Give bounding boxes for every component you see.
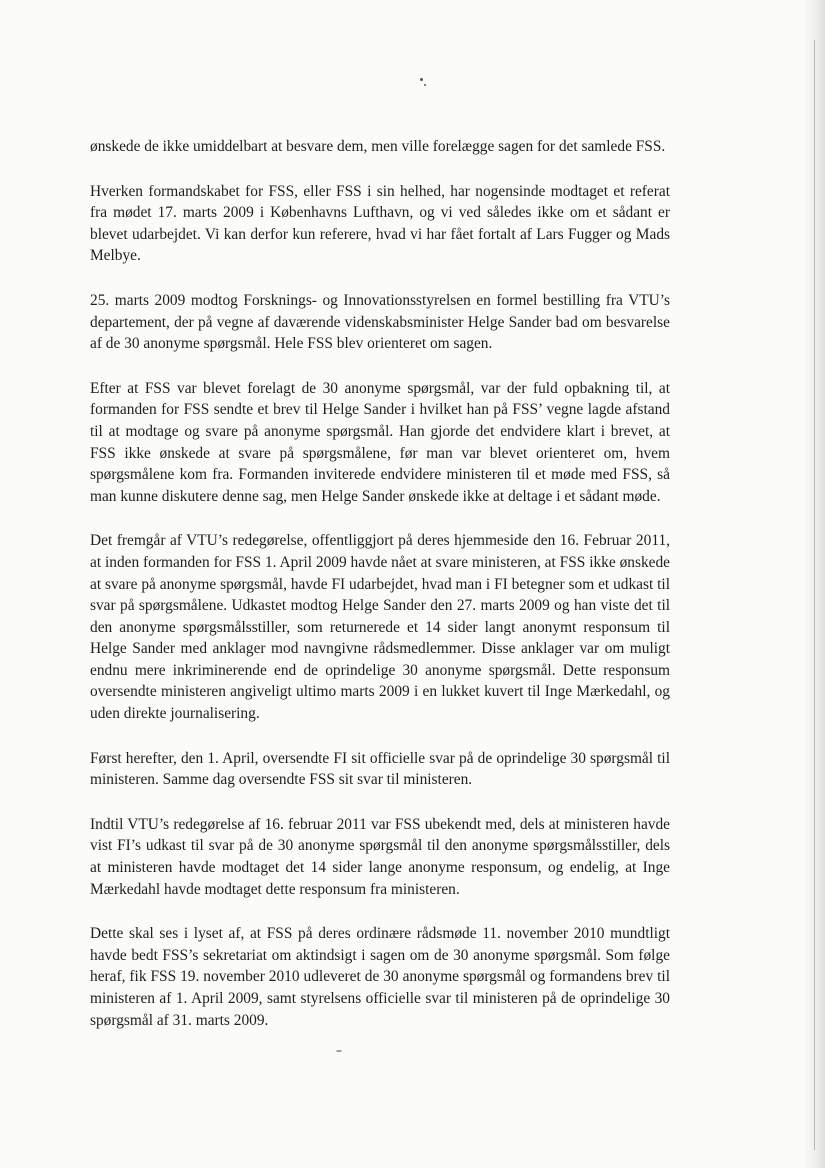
paragraph-continuation: ønskede de ikke umiddelbart at besvare dem, men ville forelægge sagen for det samlede FSS. [90,138,666,155]
paragraph-meeting-minutes: Hverken formandskabet for FSS, eller FSS i sin helhed, har nogensinde modtaget et referat fra mødet 17. marts 2009 i Københavns Lufthavn, og vi ved således ikke om et sådant er blevet udarbejdet. Vi kan derfor kun referere, hvad vi har fået fortalt af Lars Fugger og Mads Melbye. [90,182,670,265]
paragraph-official-answer: Først herefter, den 1. April, oversendte FI sit officielle svar på de oprindelige 30 spørgsmål til ministeren. Samme dag oversendte FSS sit svar til ministeren. [90,749,670,789]
scan-edge-line [814,40,815,1150]
paragraph-formal-request: 25. marts 2009 modtog Forsknings- og Innovationsstyrelsen en formel bestilling fra VTU’s departement, der på vegne af daværende videnskabsminister Helge Sander bad om besvarelse af de 30 anonyme spørgsmål. Hele FSS blev orienteret om sagen. [90,291,670,353]
paragraph-chairman-letter: Efter at FSS var blevet forelagt de 30 anonyme spørgsmål, var der fuld opbakning til, at formanden for FSS sendte et brev til Helge Sander i hvilket han på FSS’ vegne lagde afstand til at modtage og svare på anonyme spørgsmål. Han gjorde det endvidere klart i brevet, at FSS ikke ønskede at svare på spørgsmålene, før man var blevet orienteret om, hvem spørgsmålene kom fra. Formanden inviterede endvidere ministeren til et møde med FSS, så man kunne diskutere denne sag, men Helge Sander ønskede ikke at deltage i et sådant møde. [90,379,670,505]
scan-speck [424,84,426,86]
paragraph-access-request: Dette skal ses i lyset af, at FSS på deres ordinære rådsmøde 11. november 2010 mundtligt havde bedt FSS’s sekretariat om aktindsigt i sagen om de 30 anonyme spørgsmål. Som følge heraf, fik FSS 19. november 2010 udleveret de 30 anonyme spørgsmål og formandens brev til ministeren af 1. April 2009, samt styrelsens officielle svar til ministeren på de oprindelige 30 spørgsmål af 31. marts 2009. [90,925,670,1029]
paragraph-vtu-report: Det fremgår af VTU’s redegørelse, offentliggjort på deres hjemmeside den 16. Februar 2011, at inden formanden for FSS 1. April 2009 havde nået at svare ministeren, at FSS ikke ønskede at svare på anonyme spørgsmål, havde FI udarbejdet, hvad man i FI betegner som et udkast til svar på spørgsmålene. Udkastet modtog Helge Sander den 27. marts 2009 og han viste det til den anonyme spørgsmålsstiller, som returnerede et 14 sider langt anonymt responsum til Helge Sander med anklager mod navngivne rådsmedlemmer. Disse anklager var om muligt endnu mere inkriminerende end de oprindelige 30 anonyme spørgsmål. Dette responsum oversendte ministeren angiveligt ultimo marts 2009 i en lukket kuvert til Inge Mærkedahl, og uden direkte journalisering. [90,532,670,723]
paragraph-fss-unaware: Indtil VTU’s redegørelse af 16. februar 2011 var FSS ubekendt med, dels at ministeren havde vist FI’s udkast til svar på de 30 anonyme spørgsmål til den anonyme spørgsmålsstiller, dels at ministeren havde modtaget det 14 sider lange anonyme responsum, og endelig, at Inge Mærkedahl havde modtaget dette responsum fra ministeren. [90,815,670,898]
document-body [90,136,670,1054]
scan-speck [420,78,423,81]
